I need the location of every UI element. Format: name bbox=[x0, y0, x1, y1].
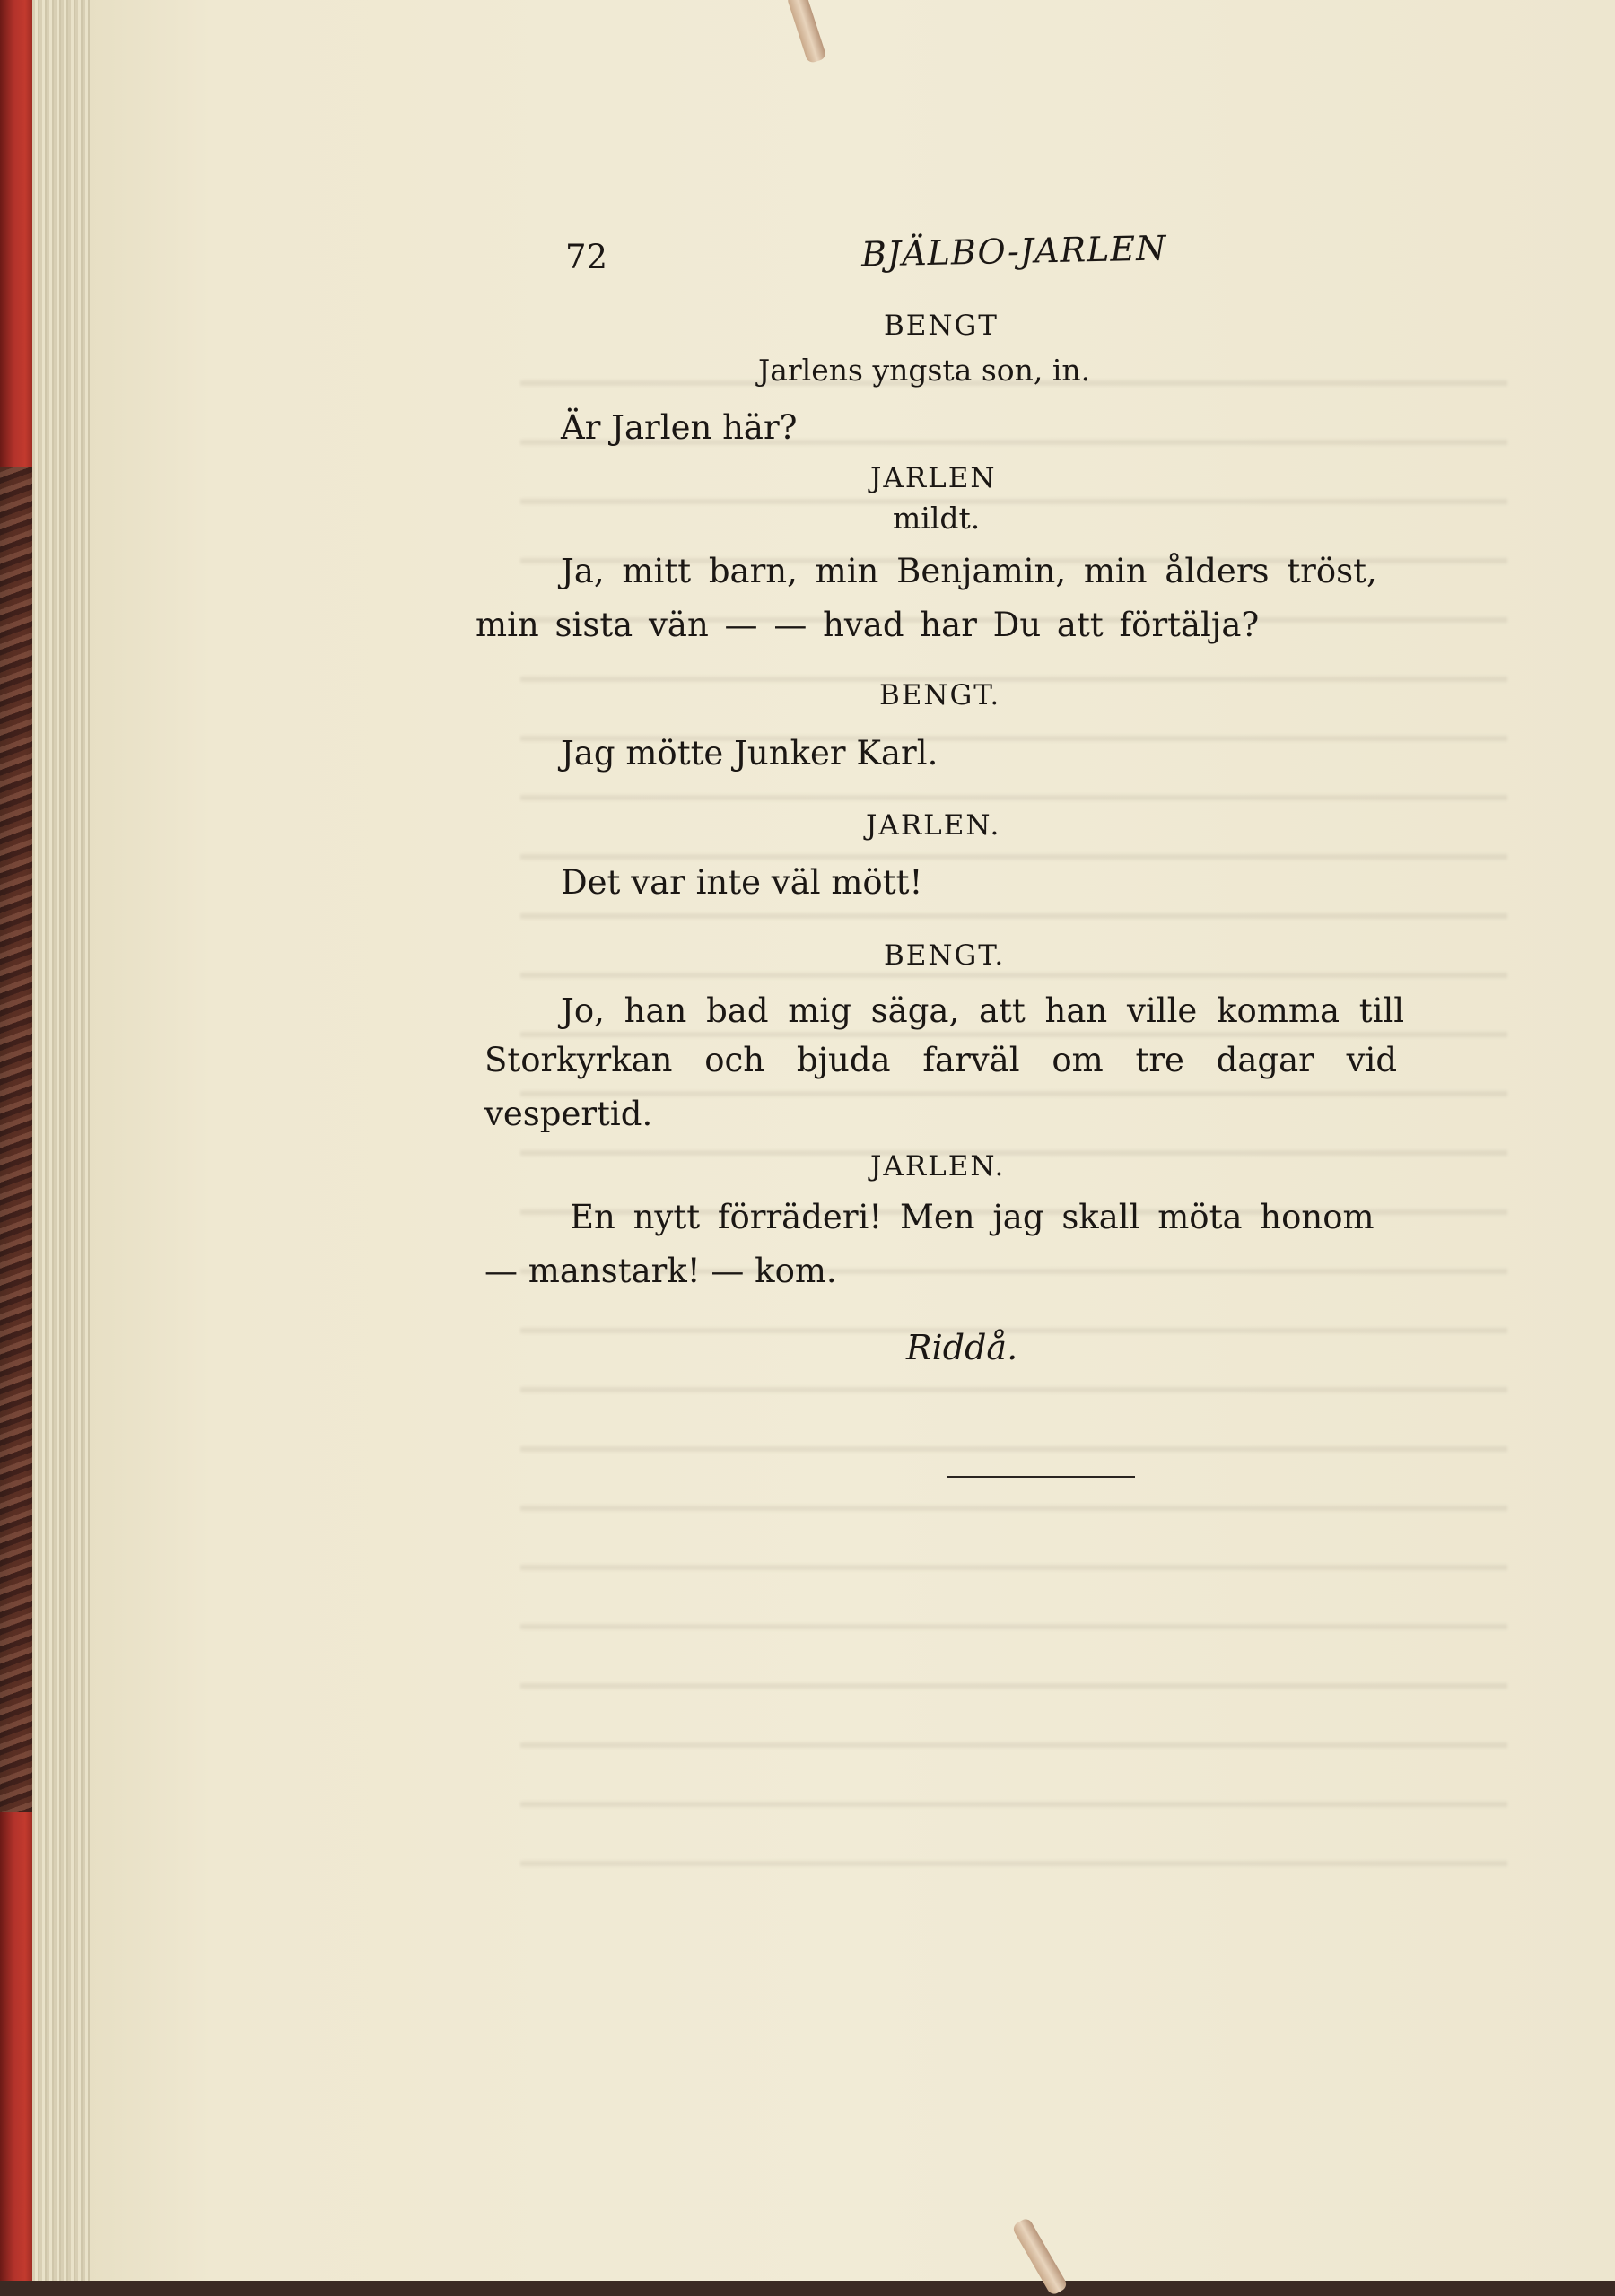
dialogue-line: min sista vän — — hvad har Du att förtälja? bbox=[476, 606, 1260, 644]
dialogue-line: Är Jarlen här? bbox=[561, 408, 798, 447]
dialogue-line: Det var inte väl mött! bbox=[561, 863, 923, 902]
page-edges bbox=[32, 0, 92, 2281]
stage-direction: mildt. bbox=[893, 501, 981, 536]
speaker-name: BENGT. bbox=[884, 939, 1006, 972]
stage-exit: Riddå. bbox=[906, 1328, 1018, 1367]
dialogue-line: Storkyrkan och bjuda farväl om tre dagar vid bbox=[484, 1041, 1398, 1079]
book-page bbox=[90, 0, 1615, 2281]
dialogue-line: — manstark! — kom. bbox=[484, 1252, 837, 1290]
cover-marbled-pattern bbox=[0, 467, 32, 1812]
stage-direction: Jarlens yngsta son, in. bbox=[758, 353, 1091, 388]
speaker-name: BENGT bbox=[884, 310, 999, 342]
dialogue-line: Ja, mitt barn, min Benjamin, min ålders tröst, bbox=[561, 552, 1377, 590]
bookmark-ribbon-top bbox=[786, 0, 827, 64]
speaker-name: JARLEN. bbox=[870, 1150, 1006, 1183]
speaker-name: JARLEN bbox=[870, 462, 997, 494]
speaker-name: BENGT. bbox=[879, 679, 1001, 711]
section-divider bbox=[947, 1476, 1135, 1478]
dialogue-line: En nytt förräderi! Men jag skall möta honom bbox=[570, 1198, 1375, 1236]
bookmark-ribbon-bottom bbox=[1011, 2217, 1069, 2296]
dialogue-line: Jo, han bad mig säga, att han ville komma till bbox=[561, 991, 1405, 1030]
dialogue-line: vespertid. bbox=[484, 1095, 653, 1133]
page-number: 72 bbox=[565, 238, 608, 276]
running-title: BJÄLBO-JARLEN bbox=[860, 228, 1167, 275]
speaker-name: JARLEN. bbox=[866, 809, 1001, 842]
dialogue-line: Jag mötte Junker Karl. bbox=[561, 734, 938, 773]
